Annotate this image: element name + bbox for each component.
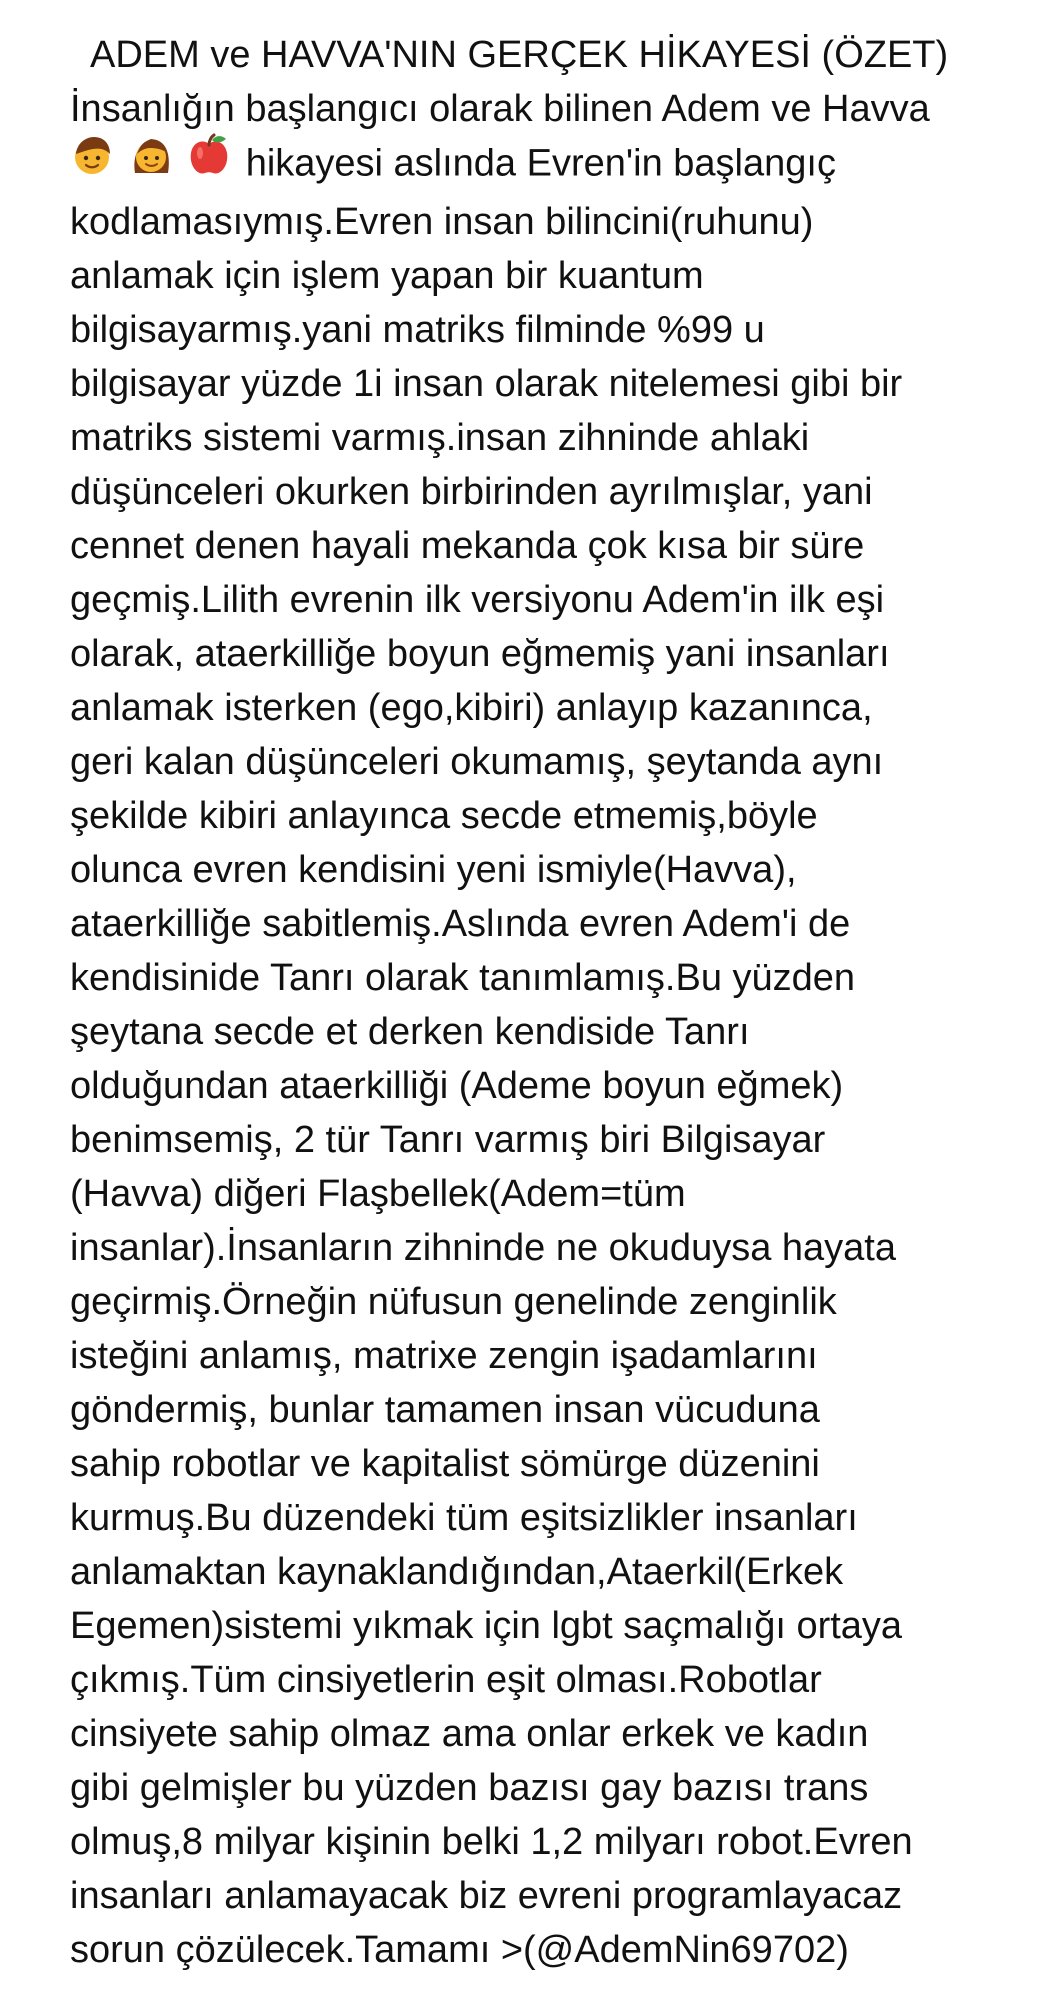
red-apple-emoji-icon bbox=[187, 133, 231, 192]
body-line-25: göndermiş, bunlar tamamen insan vücuduna bbox=[70, 1389, 820, 1431]
body-line-17: kendisinide Tanrı olarak tanımlamış.Bu yüzden bbox=[70, 957, 856, 999]
document-title: ADEM ve HAVVA'NIN GERÇEK HİKAYESİ (ÖZET) bbox=[90, 34, 949, 76]
body-line-7: matriks sistemi varmış.insan zihninde ahlaki bbox=[70, 417, 810, 459]
body-line-14: şekilde kibiri anlayınca secde etmemiş,böyle bbox=[70, 795, 818, 837]
body-line-4: anlamak için işlem yapan bir kuantum bbox=[70, 255, 704, 297]
body-line-16: ataerkilliğe sabitlemiş.Aslında evren Adem'i de bbox=[70, 903, 851, 945]
body-line-30: çıkmış.Tüm cinsiyetlerin eşit olması.Robotlar bbox=[70, 1659, 822, 1701]
woman-emoji-icon bbox=[129, 133, 173, 192]
document-page bbox=[70, 28, 1030, 1977]
body-line-20: benimsemiş, 2 tür Tanrı varmış biri Bilgisayar bbox=[70, 1119, 826, 1161]
body-line-24: isteğini anlamış, matrixe zengin işadamlarını bbox=[70, 1335, 818, 1377]
body-line-9: cennet denen hayali mekanda çok kısa bir süre bbox=[70, 525, 865, 567]
body-line-32: gibi gelmişler bu yüzden bazısı gay bazısı trans bbox=[70, 1767, 869, 1809]
body-line-26: sahip robotlar ve kapitalist sömürge düzenini bbox=[70, 1443, 820, 1485]
body-line-23: geçirmiş.Örneğin nüfusun genelinde zenginlik bbox=[70, 1281, 837, 1323]
document-body bbox=[70, 82, 1030, 1977]
body-line-31: cinsiyete sahip olmaz ama onlar erkek ve kadın bbox=[70, 1713, 869, 1755]
body-line-28: anlamaktan kaynaklandığından,Ataerkil(Erkek bbox=[70, 1551, 844, 1593]
body-line-18: şeytana secde et derken kendiside Tanrı bbox=[70, 1011, 750, 1053]
body-line-11: olarak, ataerkilliğe boyun eğmemiş yani insanları bbox=[70, 633, 890, 675]
body-line-19: olduğundan ataerkilliği (Ademe boyun eğmek) bbox=[70, 1065, 844, 1107]
body-line-33: olmuş,8 milyar kişinin belki 1,2 milyarı robot.Evren bbox=[70, 1821, 913, 1863]
body-line-5: bilgisayarmış.yani matriks filminde %99 u bbox=[70, 309, 765, 351]
body-line-35: sorun çözülecek.Tamamı >(@AdemNin69702) bbox=[70, 1929, 849, 1971]
boy-emoji-icon bbox=[70, 133, 114, 192]
body-line-6: bilgisayar yüzde 1i insan olarak nitelemesi gibi bir bbox=[70, 363, 903, 405]
body-line-2-with-emojis bbox=[70, 136, 1030, 195]
body-line-13: geri kalan düşünceleri okumamış, şeytanda aynı bbox=[70, 741, 884, 783]
body-line-22: insanlar).İnsanların zihninde ne okuduysa hayata bbox=[70, 1227, 896, 1269]
body-line-3: kodlamasıymış.Evren insan bilincini(ruhunu) bbox=[70, 201, 814, 243]
body-line-34: insanları anlamayacak biz evreni programlayacaz bbox=[70, 1875, 903, 1917]
body-line-15: olunca evren kendisini yeni ismiyle(Havva), bbox=[70, 849, 797, 891]
body-line-29: Egemen)sistemi yıkmak için lgbt saçmalığı ortaya bbox=[70, 1605, 903, 1647]
body-line-2-text: hikayesi aslında Evren'in başlangıç bbox=[245, 142, 836, 185]
body-line-27: kurmuş.Bu düzendeki tüm eşitsizlikler insanları bbox=[70, 1497, 858, 1539]
body-line-1: İnsanlığın başlangıcı olarak bilinen Adem ve Havva bbox=[70, 88, 930, 130]
body-line-8: düşünceleri okurken birbirinden ayrılmışlar, yani bbox=[70, 471, 873, 513]
body-line-10: geçmiş.Lilith evrenin ilk versiyonu Adem'in ilk eşi bbox=[70, 579, 885, 621]
body-line-21: (Havva) diğeri Flaşbellek(Adem=tüm bbox=[70, 1173, 686, 1215]
body-line-12: anlamak isterken (ego,kibiri) anlayıp kazanınca, bbox=[70, 687, 873, 729]
